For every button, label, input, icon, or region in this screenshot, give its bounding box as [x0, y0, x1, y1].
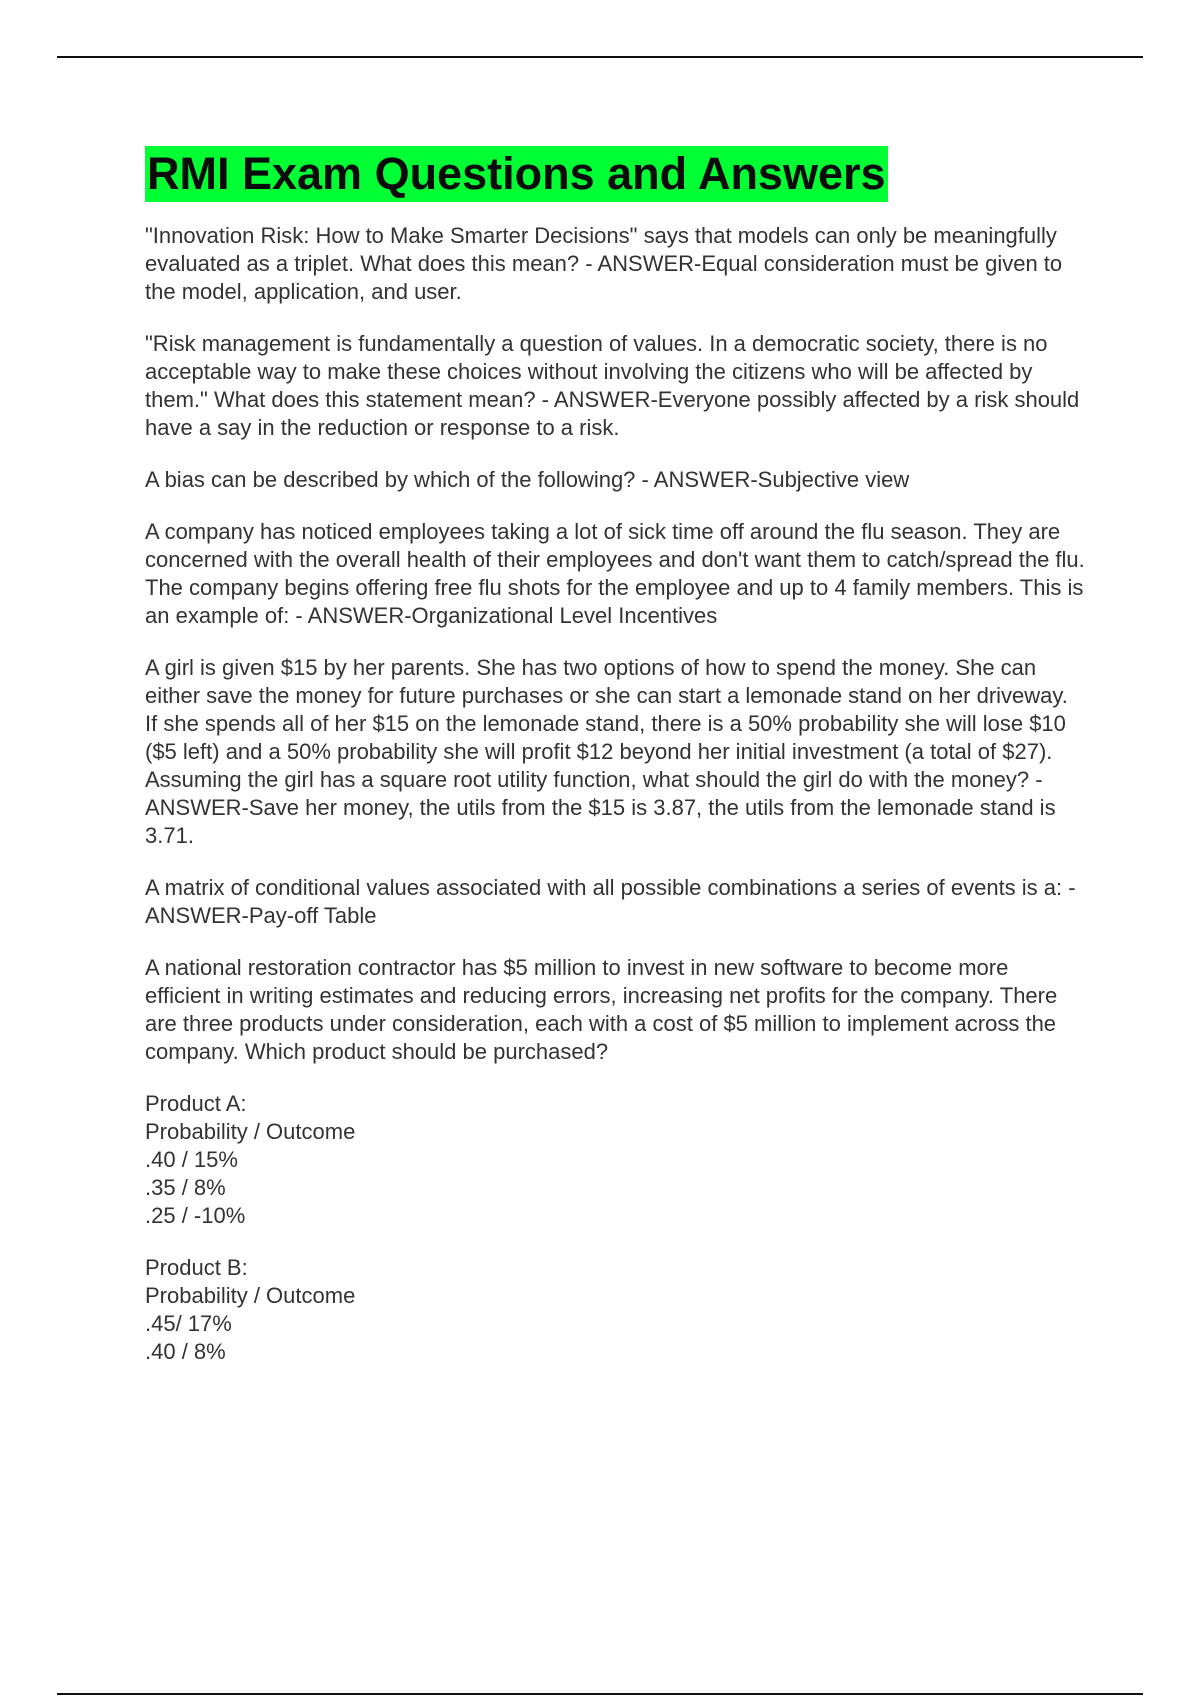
- answer-text: ANSWER-Pay-off Table: [145, 903, 377, 928]
- answer-text: ANSWER-Save her money, the utils from the $15 is 3.87, the utils from the lemonade stand is 3.71.: [145, 795, 1056, 848]
- qa-separator: -: [535, 387, 554, 412]
- product-b-row: .40 / 8%: [145, 1339, 226, 1364]
- question-text: A girl is given $15 by her parents. She has two options of how to spend the money. She can either save the money for future purchases or she can start a lemonade stand on her driveway. If she spends all of her $15 on the lemonade stand, there is a 50% probability she will lose $10 ($5 left) and a 50% probability she will profit $12 beyond her initial investment (a total of $27). Assuming the girl has a square root utility function, what should the girl do with the money?: [145, 655, 1068, 792]
- question-text: A matrix of conditional values associated with all possible combinations a series of events is a:: [145, 875, 1063, 900]
- product-a-label: Product A:: [145, 1091, 247, 1116]
- document-title: RMI Exam Questions and Answers: [145, 146, 888, 202]
- product-b-block: [145, 1254, 1085, 1366]
- qa-item: [145, 518, 1085, 630]
- product-b-row: .45/ 17%: [145, 1311, 232, 1336]
- qa-separator: -: [289, 603, 308, 628]
- answer-text: ANSWER-Equal consideration must be given to the model, application, and user.: [145, 251, 1063, 304]
- answer-text: ANSWER-Organizational Level Incentives: [307, 603, 718, 628]
- product-a-header: Probability / Outcome: [145, 1119, 356, 1144]
- question-text: A company has noticed employees taking a lot of sick time off around the flu season. They are concerned with the overall health of their employees and don't want them to catch/spread the flu. The company begins offering free flu shots for the employee and up to 4 family members. This is an example of:: [145, 519, 1085, 628]
- question-text: "Risk management is fundamentally a question of values. In a democratic society, there is no acceptable way to make these choices without involving the citizens who will be affected by them." What does this statement mean?: [145, 331, 1048, 412]
- qa-separator: -: [1029, 767, 1043, 792]
- product-a-block: [145, 1090, 1085, 1230]
- qa-item: [145, 466, 1085, 494]
- qa-item: [145, 874, 1085, 930]
- qa-item: [145, 330, 1085, 442]
- question-text: "Innovation Risk: How to Make Smarter Decisions" says that models can only be meaningfully evaluated as a triplet. What does this mean?: [145, 223, 1057, 276]
- qa-item: [145, 654, 1085, 850]
- footer-rule: [57, 1693, 1143, 1695]
- qa-separator: -: [1062, 875, 1076, 900]
- qa-item: [145, 222, 1085, 306]
- qa-separator: -: [579, 251, 598, 276]
- product-b-label: Product B:: [145, 1255, 248, 1280]
- header-rule: [57, 56, 1143, 58]
- document-body: [145, 146, 1085, 1390]
- final-question: A national restoration contractor has $5 million to invest in new software to become more efficient in writing estimates and reducing errors, increasing net profits for the company. There are three products under consideration, each with a cost of $5 million to implement across the company. Which product should be purchased?: [145, 955, 1058, 1064]
- product-a-row: .25 / -10%: [145, 1203, 246, 1228]
- answer-text: ANSWER-Everyone possibly affected by a risk should have a say in the reduction or response to a risk.: [145, 387, 1080, 440]
- product-b-header: Probability / Outcome: [145, 1283, 356, 1308]
- product-a-row: .35 / 8%: [145, 1175, 226, 1200]
- question-text: A bias can be described by which of the following?: [145, 467, 636, 492]
- title-wrap: [145, 146, 1085, 202]
- qa-separator: -: [635, 467, 654, 492]
- product-a-row: .40 / 15%: [145, 1147, 238, 1172]
- answer-text: ANSWER-Subjective view: [653, 467, 910, 492]
